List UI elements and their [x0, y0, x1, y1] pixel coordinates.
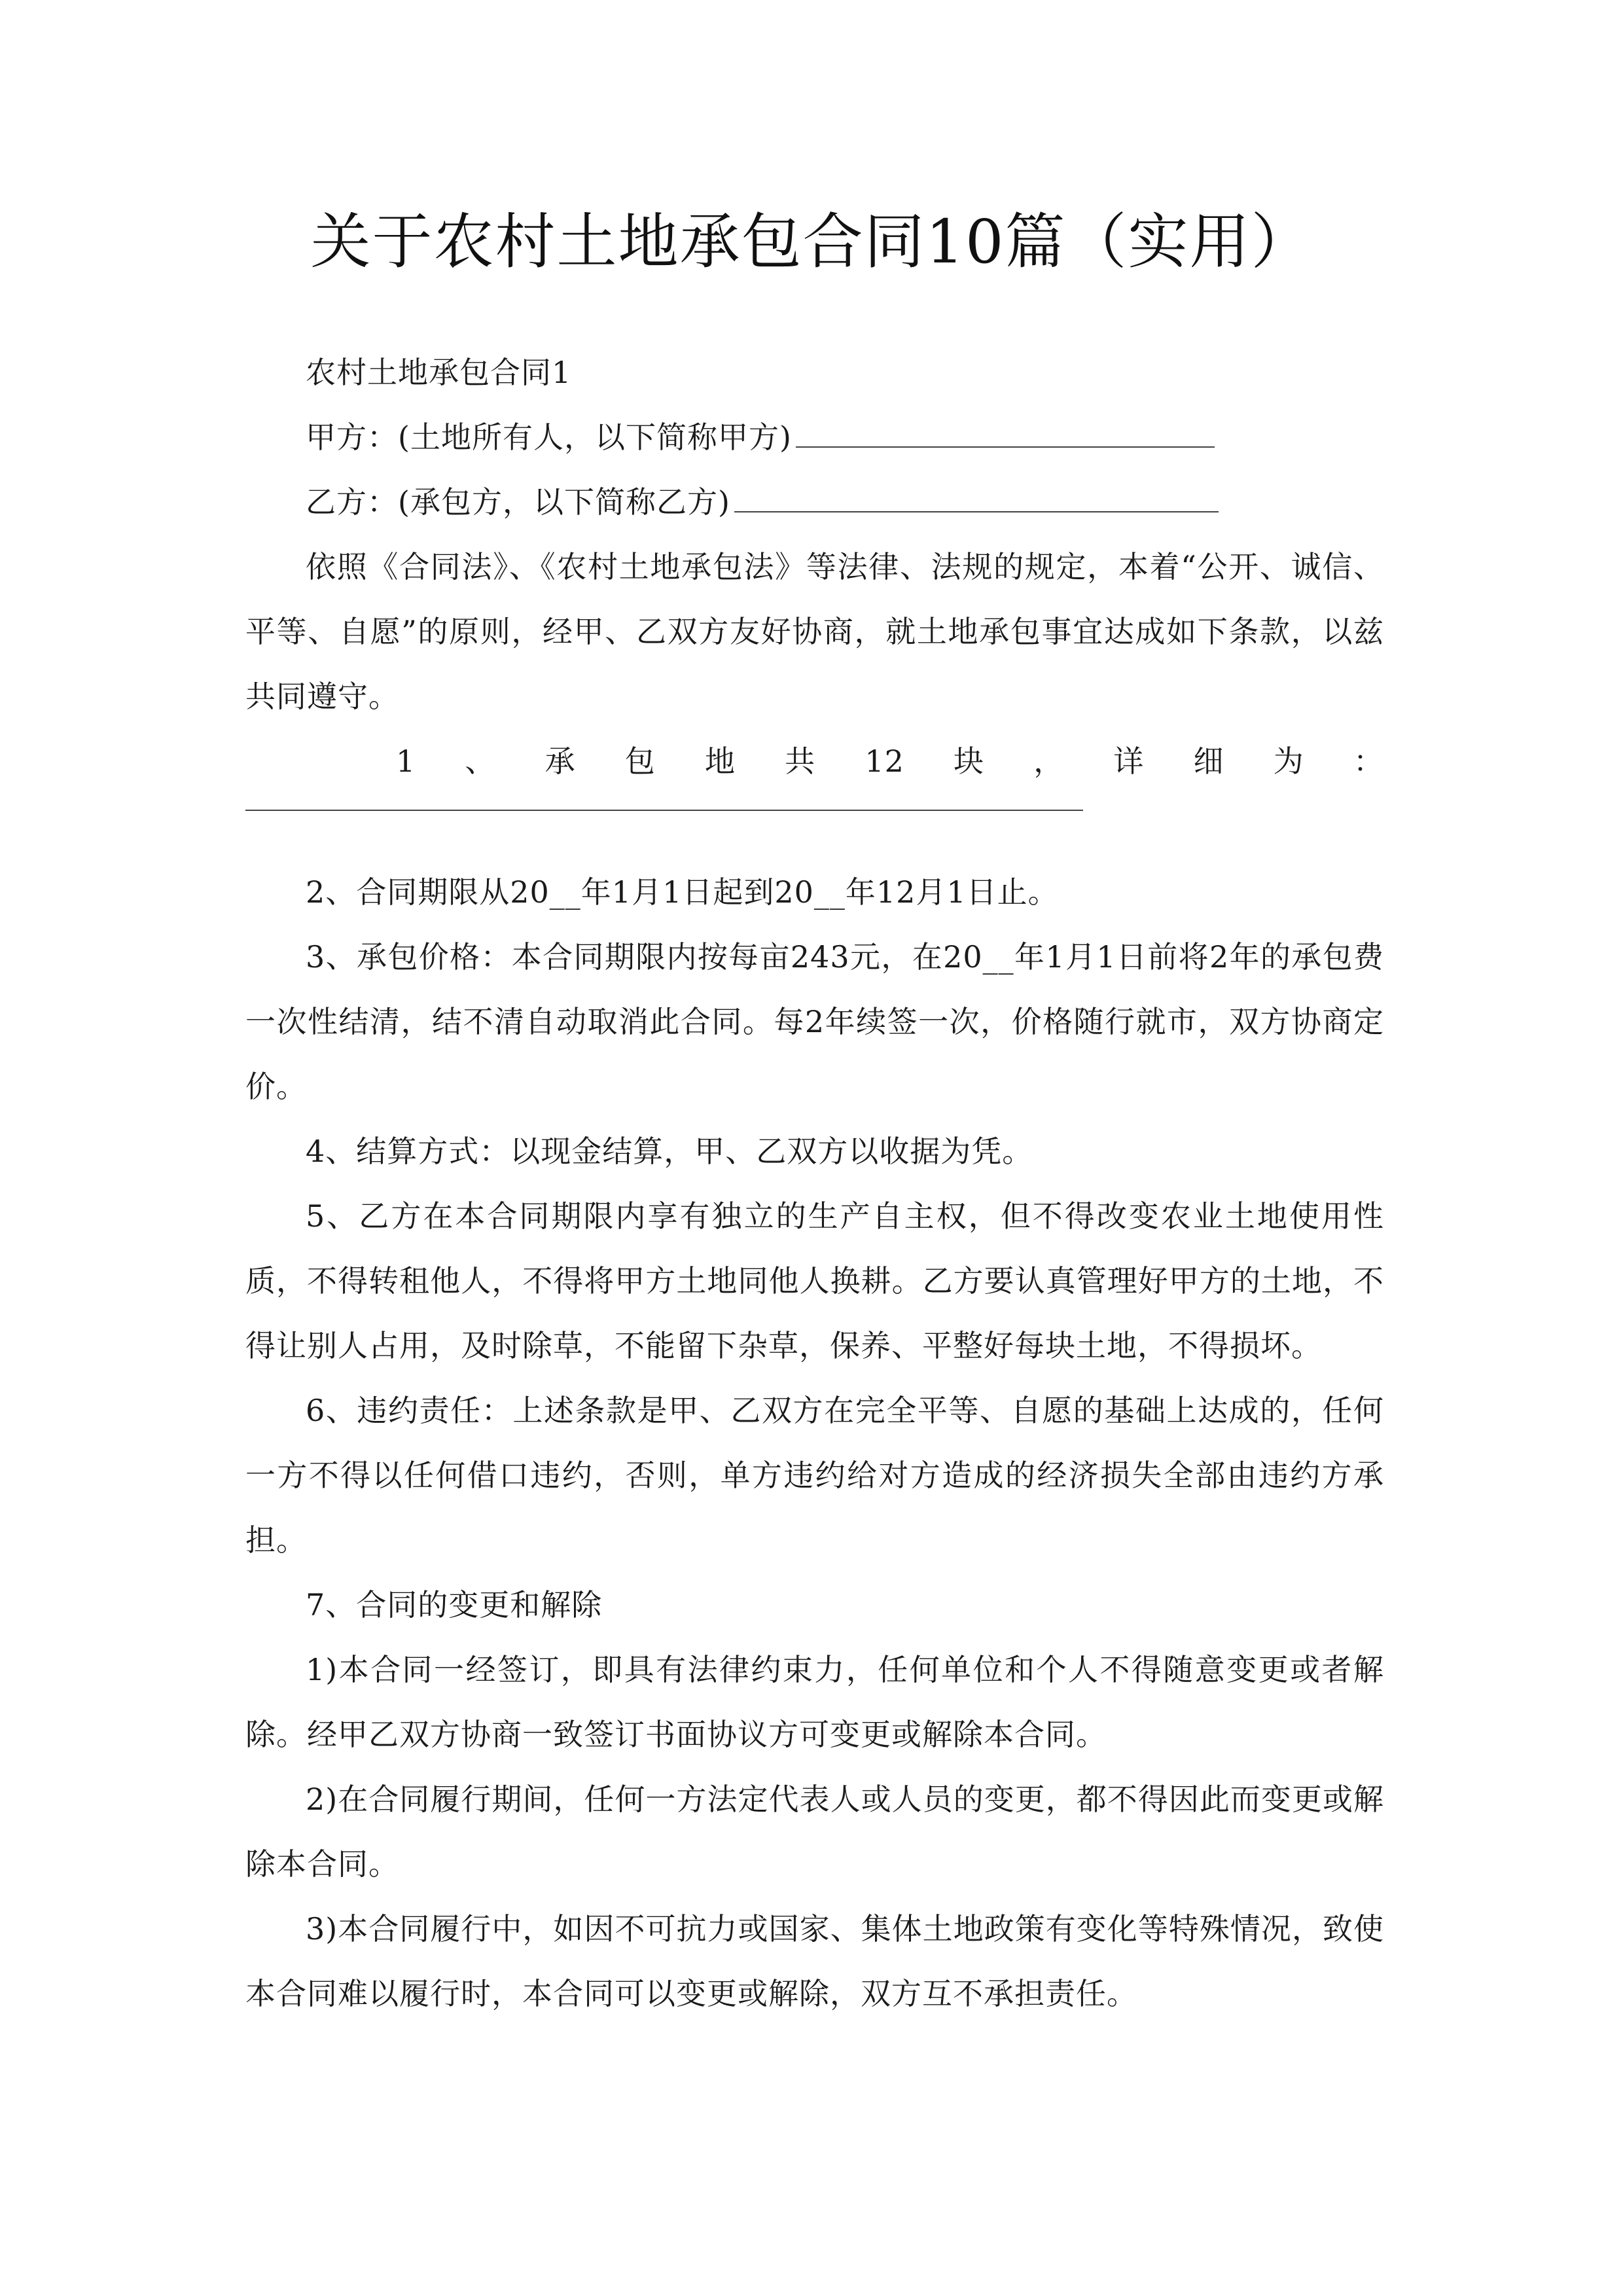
- clause-1-part: ，: [1033, 744, 1065, 779]
- party-b-label: 乙方：(承包方，以下简称乙方): [306, 484, 730, 520]
- clause-1-part: 1: [396, 744, 416, 779]
- clause-1-part: 细: [1193, 744, 1224, 779]
- clause-7-3: 3)本合同履行中，如因不可抗力或国家、集体土地政策有变化等特殊情况，致使本合同难以履行时，本合同可以变更或解除，双方互不承担责任。: [245, 1911, 1384, 2011]
- document-body: [245, 340, 1384, 2026]
- clause-3: 3、承包价格：本合同期限内按每亩243元，在20__年1月1日前将2年的承包费一次性结清，结不清自动取消此合同。每2年续签一次，价格随行就市，双方协商定价。: [245, 939, 1384, 1104]
- document-title: 关于农村土地承包合同10篇（实用）: [310, 207, 1313, 277]
- clause-1-part: 、: [465, 744, 496, 779]
- clause-1-part: 12: [865, 744, 904, 779]
- clause-1-part: ：: [1353, 744, 1384, 779]
- clause-1-blank-line: [245, 808, 1083, 811]
- party-a-line: [245, 405, 1384, 470]
- clause-1-part: 块: [954, 744, 985, 779]
- party-a-blank: [796, 423, 1215, 448]
- party-b-blank: [734, 488, 1219, 512]
- clause-7: 7、合同的变更和解除: [306, 1587, 603, 1623]
- clause-1-part: 详: [1113, 744, 1145, 779]
- clause-6: 6、违约责任：上述条款是甲、乙双方在完全平等、自愿的基础上达成的，任何一方不得以任何借口违约，否则，单方违约给对方造成的经济损失全部由违约方承担。: [245, 1393, 1384, 1558]
- clause-1-part: 包: [624, 744, 656, 779]
- clause-1-part: 承: [544, 744, 576, 779]
- clause-5: 5、乙方在本合同期限内享有独立的生产自主权，但不得改变农业土地使用性质，不得转租他人，不得将甲方土地同他人换耕。乙方要认真管理好甲方的土地，不得让别人占用，及时除草，不能留下杂草，保养、平整好每块土地，不得损坏。: [245, 1198, 1384, 1363]
- intro-paragraph: 依照《合同法》、《农村土地承包法》等法律、法规的规定，本着“公开、诚信、平等、自愿”的原则，经甲、乙双方友好协商，就土地承包事宜达成如下条款，以兹共同遵守。: [245, 549, 1384, 714]
- clause-1-part: 地: [704, 744, 736, 779]
- party-a-label: 甲方：(土地所有人，以下简称甲方): [306, 420, 792, 455]
- contract-heading: 农村土地承包合同1: [306, 355, 572, 390]
- clause-1: [245, 729, 1384, 794]
- clause-7-2: 2)在合同履行期间，任何一方法定代表人或人员的变更，都不得因此而变更或解除本合同。: [245, 1782, 1384, 1882]
- party-b-line: [245, 470, 1384, 535]
- clause-2: 2、合同期限从20__年1月1日起到20__年12月1日止。: [306, 874, 1059, 910]
- clause-7-1: 1)本合同一经签订，即具有法律约束力，任何单位和个人不得随意变更或者解除。经甲乙双方协商一致签订书面协议方可变更或解除本合同。: [245, 1652, 1384, 1752]
- clause-1-part: 为: [1273, 744, 1304, 779]
- clause-1-part: 共: [785, 744, 816, 779]
- clause-4: 4、结算方式：以现金结算，甲、乙双方以收据为凭。: [306, 1134, 1033, 1169]
